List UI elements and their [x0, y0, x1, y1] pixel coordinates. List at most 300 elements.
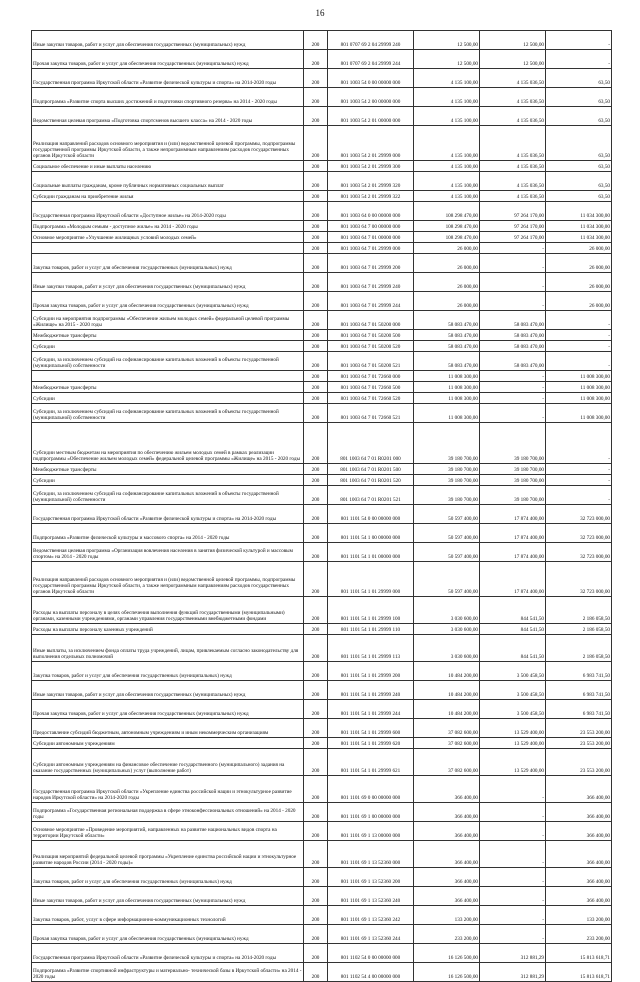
table-row — [32, 341, 612, 352]
row-name-cell — [32, 243, 304, 254]
row-code-cell: 200 — [304, 243, 328, 254]
table-row — [32, 543, 612, 562]
row-name-cell: Закупка товаров, работ, услуг в сфере информационно-коммуникационных технологий — [32, 906, 304, 925]
row-name-cell: Прочая закупка товаров, работ и услуг для обеспечения государственных (муниципальных) нужд — [32, 700, 304, 719]
row-classification-cell: 801 1101 54 1 01 29999 200 — [328, 662, 414, 681]
row-unexecuted-amount-cell: 63,50 — [546, 172, 612, 191]
row-unexecuted-amount-cell: 23 553 200,00 — [546, 719, 612, 738]
row-name-cell: Субсидии местным бюджетам на мероприятия по обеспечению жильем молодых семей в рамках реализации подпрограммы «Обеспечение жильем молодых семей» федеральной целевой программы «Жилище» на 2015 - 2020 годы — [32, 423, 304, 464]
row-classification-cell: 801 1101 54 1 01 29999 620 — [328, 738, 414, 749]
row-classification-cell: 801 1101 69 1 13 52360 240 — [328, 887, 414, 906]
row-approved-amount-cell: 4 135 100,00 — [414, 69, 480, 88]
row-unexecuted-amount-cell: - — [546, 50, 612, 69]
table-row — [32, 191, 612, 202]
row-unexecuted-amount-cell: - — [546, 486, 612, 505]
row-approved-amount-cell: 3 030 600,00 — [414, 635, 480, 662]
table-row — [32, 505, 612, 524]
row-classification-cell: 801 1003 64 7 01 R0201 500 — [328, 464, 414, 475]
row-approved-amount-cell: 16 126 500,00 — [414, 963, 480, 982]
table-row — [32, 925, 612, 944]
row-unexecuted-amount-cell: - — [546, 464, 612, 475]
row-approved-amount-cell: 108 298 470,00 — [414, 221, 480, 232]
row-classification-cell: 801 1101 54 1 01 29999 000 — [328, 562, 414, 597]
row-executed-amount-cell: 39 180 700,00 — [480, 486, 546, 505]
row-approved-amount-cell: 4 135 100,00 — [414, 172, 480, 191]
row-name-cell: Расходы на выплаты персоналу казенных учреждений — [32, 624, 304, 635]
row-code-cell: 200 — [304, 292, 328, 311]
row-executed-amount-cell: 58 083 470,00 — [480, 311, 546, 330]
row-executed-amount-cell: - — [480, 803, 546, 822]
row-approved-amount-cell: 12 500,00 — [414, 31, 480, 50]
row-approved-amount-cell: 26 000,00 — [414, 243, 480, 254]
row-executed-amount-cell: 12 500,00 — [480, 50, 546, 69]
row-unexecuted-amount-cell: 133 200,00 — [546, 906, 612, 925]
row-executed-amount-cell: 17 874 400,00 — [480, 505, 546, 524]
row-name-cell: Социальные выплаты гражданам, кроме публичных нормативных социальных выплат — [32, 172, 304, 191]
row-code-cell: 200 — [304, 486, 328, 505]
row-classification-cell: 801 1003 64 7 01 72660 000 — [328, 371, 414, 382]
row-classification-cell: 801 1101 69 1 13 52360 000 — [328, 841, 414, 868]
row-code-cell: 200 — [304, 906, 328, 925]
row-code-cell: 200 — [304, 341, 328, 352]
row-name-cell: Подпрограмма «Молодым семьям - доступное жилье» на 2014 - 2020 годы — [32, 221, 304, 232]
row-approved-amount-cell: 4 135 100,00 — [414, 191, 480, 202]
row-name-cell — [32, 371, 304, 382]
row-approved-amount-cell: 58 083 470,00 — [414, 341, 480, 352]
row-executed-amount-cell: 58 083 470,00 — [480, 330, 546, 341]
row-name-cell: Субсидии автономным учреждениям — [32, 738, 304, 749]
row-classification-cell: 801 1102 54 0 00 00000 000 — [328, 944, 414, 963]
row-approved-amount-cell: 366 400,00 — [414, 887, 480, 906]
row-name-cell: Государственная программа Иркутской области «Развитие физической культуры и спорта» на 2014-2020 годы — [32, 69, 304, 88]
row-unexecuted-amount-cell: 63,50 — [546, 69, 612, 88]
row-code-cell: 200 — [304, 172, 328, 191]
row-name-cell: Иные закупки товаров, работ и услуг для обеспечения государственных (муниципальных) нужд — [32, 31, 304, 50]
row-classification-cell: 801 1003 64 7 01 R0201 520 — [328, 475, 414, 486]
row-unexecuted-amount-cell: 11 008 300,00 — [546, 382, 612, 393]
row-executed-amount-cell: 39 180 700,00 — [480, 475, 546, 486]
row-name-cell: Основное мероприятие «Проведение мероприятий, направленных на развитие национальных видов спорта на территории Иркутской области» — [32, 822, 304, 841]
row-unexecuted-amount-cell: 2 186 058,50 — [546, 635, 612, 662]
row-classification-cell: 801 1102 54 4 00 00000 000 — [328, 963, 414, 982]
row-approved-amount-cell: 11 008 300,00 — [414, 382, 480, 393]
row-code-cell: 200 — [304, 107, 328, 126]
row-name-cell: Субсидии, за исключением субсидий на софинансирование капитальных вложений в объекты государственной (муниципальной) собственности — [32, 404, 304, 423]
row-executed-amount-cell: 3 500 458,50 — [480, 700, 546, 719]
row-executed-amount-cell: 844 541,50 — [480, 635, 546, 662]
row-classification-cell: 801 1003 54 2 01 29999 322 — [328, 191, 414, 202]
page-number: 16 — [315, 8, 325, 18]
row-code-cell: 200 — [304, 221, 328, 232]
row-approved-amount-cell: 39 180 700,00 — [414, 464, 480, 475]
row-name-cell: Ведомственная целевая программа «Организация вовлечения населения в занятия физической культурой и массовым спортом» на 2014 - 2020 годы — [32, 543, 304, 562]
row-unexecuted-amount-cell: - — [546, 330, 612, 341]
row-approved-amount-cell: 366 400,00 — [414, 841, 480, 868]
row-name-cell: Реализация направлений расходов основного мероприятия и (или) ведомственной целевой программы, подпрограммы государственной программы Иркутской области, а также непрограммным направлениям расходов государственных органов Иркутской области — [32, 562, 304, 597]
row-code-cell: 200 — [304, 543, 328, 562]
row-approved-amount-cell: 3 030 600,00 — [414, 597, 480, 624]
table-row — [32, 464, 612, 475]
row-name-cell: Ведомственная целевая программа «Подготовка спортсменов высшего класса» на 2014 - 2020 годы — [32, 107, 304, 126]
row-unexecuted-amount-cell: 63,50 — [546, 126, 612, 161]
table-row — [32, 906, 612, 925]
row-code-cell: 200 — [304, 371, 328, 382]
row-unexecuted-amount-cell: 366 400,00 — [546, 841, 612, 868]
row-classification-cell: 801 1101 69 1 13 00000 000 — [328, 822, 414, 841]
row-classification-cell: 801 1003 64 7 01 50200 500 — [328, 330, 414, 341]
row-approved-amount-cell: 366 400,00 — [414, 822, 480, 841]
table-row — [32, 662, 612, 681]
row-code-cell: 200 — [304, 887, 328, 906]
row-name-cell: Межбюджетные трансферты — [32, 330, 304, 341]
row-code-cell: 200 — [304, 841, 328, 868]
budget-execution-table — [31, 30, 612, 982]
row-approved-amount-cell: 10 484 200,00 — [414, 681, 480, 700]
row-approved-amount-cell: 50 597 400,00 — [414, 562, 480, 597]
row-code-cell: 200 — [304, 31, 328, 50]
row-classification-cell: 801 1003 64 7 01 72660 500 — [328, 382, 414, 393]
row-unexecuted-amount-cell: 2 186 058,50 — [546, 624, 612, 635]
row-classification-cell: 801 1101 54 1 01 29999 113 — [328, 635, 414, 662]
row-unexecuted-amount-cell: 6 983 741,50 — [546, 681, 612, 700]
row-unexecuted-amount-cell: 63,50 — [546, 191, 612, 202]
row-approved-amount-cell: 233 200,00 — [414, 925, 480, 944]
table-row — [32, 887, 612, 906]
row-approved-amount-cell: 11 008 300,00 — [414, 371, 480, 382]
row-name-cell: Государственная программа Иркутской области «Развитие физической культуры и спорта» на 2014-2020 годы — [32, 505, 304, 524]
row-approved-amount-cell: 26 000,00 — [414, 273, 480, 292]
row-approved-amount-cell: 366 400,00 — [414, 776, 480, 803]
row-code-cell: 200 — [304, 352, 328, 371]
row-executed-amount-cell: 97 264 170,00 — [480, 221, 546, 232]
row-executed-amount-cell: 312 881,29 — [480, 963, 546, 982]
row-approved-amount-cell: 4 135 100,00 — [414, 126, 480, 161]
row-unexecuted-amount-cell: 15 813 618,71 — [546, 963, 612, 982]
row-executed-amount-cell: - — [480, 254, 546, 273]
row-unexecuted-amount-cell: - — [546, 352, 612, 371]
row-classification-cell: 801 1101 69 1 13 52360 244 — [328, 925, 414, 944]
row-approved-amount-cell: 4 135 100,00 — [414, 161, 480, 172]
table-row — [32, 738, 612, 749]
table-row — [32, 243, 612, 254]
row-classification-cell: 801 1003 64 7 00 00000 000 — [328, 221, 414, 232]
row-name-cell: Реализация мероприятий федеральной целевой программы «Укрепление единства российской нации и этнокультурное развитие народов России (2014 - 2020 годы)» — [32, 841, 304, 868]
row-classification-cell: 801 1101 69 1 13 52360 200 — [328, 868, 414, 887]
row-executed-amount-cell: - — [480, 292, 546, 311]
row-approved-amount-cell: 108 298 470,00 — [414, 232, 480, 243]
row-code-cell: 200 — [304, 330, 328, 341]
table-row — [32, 822, 612, 841]
row-code-cell: 200 — [304, 126, 328, 161]
row-unexecuted-amount-cell: 63,50 — [546, 107, 612, 126]
row-code-cell: 200 — [304, 202, 328, 221]
row-code-cell: 200 — [304, 868, 328, 887]
row-name-cell: Государственная программа Иркутской области «Развитие физической культуры и спорта» на 2014-2020 годы — [32, 944, 304, 963]
row-classification-cell: 801 1101 54 1 01 29999 110 — [328, 624, 414, 635]
table-row — [32, 776, 612, 803]
row-code-cell: 200 — [304, 232, 328, 243]
row-unexecuted-amount-cell: 11 008 300,00 — [546, 371, 612, 382]
row-executed-amount-cell: 13 529 400,00 — [480, 749, 546, 776]
table-row — [32, 749, 612, 776]
row-unexecuted-amount-cell: 366 400,00 — [546, 887, 612, 906]
row-unexecuted-amount-cell: 366 400,00 — [546, 822, 612, 841]
row-approved-amount-cell: 10 484 200,00 — [414, 662, 480, 681]
table-row — [32, 963, 612, 982]
row-classification-cell: 801 1003 64 7 01 72660 520 — [328, 393, 414, 404]
row-name-cell: Прочая закупка товаров, работ и услуг для обеспечения государственных (муниципальных) нужд — [32, 292, 304, 311]
row-unexecuted-amount-cell: 32 723 000,00 — [546, 562, 612, 597]
row-executed-amount-cell: - — [480, 382, 546, 393]
row-code-cell: 200 — [304, 273, 328, 292]
row-unexecuted-amount-cell: 26 000,00 — [546, 254, 612, 273]
row-code-cell: 200 — [304, 254, 328, 273]
row-unexecuted-amount-cell: 11 034 300,00 — [546, 221, 612, 232]
row-code-cell: 200 — [304, 505, 328, 524]
row-approved-amount-cell: 39 180 700,00 — [414, 486, 480, 505]
row-code-cell: 200 — [304, 562, 328, 597]
table-row — [32, 681, 612, 700]
table-row — [32, 404, 612, 423]
table-row — [32, 31, 612, 50]
row-code-cell: 200 — [304, 50, 328, 69]
row-classification-cell: 801 1003 54 2 01 29999 300 — [328, 161, 414, 172]
table-row — [32, 50, 612, 69]
row-executed-amount-cell: 39 180 700,00 — [480, 423, 546, 464]
row-unexecuted-amount-cell: 11 008 300,00 — [546, 404, 612, 423]
row-approved-amount-cell: 11 008 300,00 — [414, 404, 480, 423]
row-approved-amount-cell: 58 083 470,00 — [414, 352, 480, 371]
row-approved-amount-cell: 39 180 700,00 — [414, 423, 480, 464]
row-classification-cell: 801 0707 69 2 04 29999 244 — [328, 50, 414, 69]
row-executed-amount-cell: - — [480, 371, 546, 382]
row-approved-amount-cell: 58 083 470,00 — [414, 311, 480, 330]
row-unexecuted-amount-cell: - — [546, 475, 612, 486]
table-row — [32, 330, 612, 341]
row-name-cell: Субсидии, за исключением субсидий на софинансирование капитальных вложений в объекты государственной (муниципальной) собственности — [32, 352, 304, 371]
table-row — [32, 221, 612, 232]
row-unexecuted-amount-cell: 26 000,00 — [546, 243, 612, 254]
row-executed-amount-cell: 4 135 036,50 — [480, 69, 546, 88]
table-row — [32, 524, 612, 543]
row-classification-cell: 801 1003 64 7 01 R0201 000 — [328, 423, 414, 464]
row-code-cell: 200 — [304, 404, 328, 423]
row-code-cell: 200 — [304, 700, 328, 719]
row-code-cell: 200 — [304, 475, 328, 486]
row-code-cell: 200 — [304, 191, 328, 202]
table-row — [32, 311, 612, 330]
table-row — [32, 352, 612, 371]
row-unexecuted-amount-cell: 11 008 300,00 — [546, 393, 612, 404]
table-row — [32, 88, 612, 107]
table-row — [32, 700, 612, 719]
row-code-cell: 200 — [304, 382, 328, 393]
row-name-cell: Подпрограмма «Государственная региональная поддержка в сфере этноконфессиональных отношений» на 2014 - 2020 годы — [32, 803, 304, 822]
table-row — [32, 868, 612, 887]
row-classification-cell: 801 1003 54 2 01 29999 000 — [328, 126, 414, 161]
row-classification-cell: 801 1003 54 2 01 00000 000 — [328, 107, 414, 126]
row-approved-amount-cell: 37 082 600,00 — [414, 719, 480, 738]
row-executed-amount-cell: 13 529 400,00 — [480, 738, 546, 749]
row-unexecuted-amount-cell: - — [546, 31, 612, 50]
row-unexecuted-amount-cell: 32 723 000,00 — [546, 524, 612, 543]
row-approved-amount-cell: 366 400,00 — [414, 803, 480, 822]
row-name-cell: Закупка товаров, работ и услуг для обеспечения государственных (муниципальных) нужд — [32, 868, 304, 887]
row-approved-amount-cell: 37 082 600,00 — [414, 738, 480, 749]
row-unexecuted-amount-cell: 11 034 300,00 — [546, 232, 612, 243]
row-name-cell: Субсидии — [32, 341, 304, 352]
row-unexecuted-amount-cell: - — [546, 423, 612, 464]
row-classification-cell: 801 1101 54 1 01 29999 244 — [328, 700, 414, 719]
row-name-cell: Закупка товаров, работ и услуг для обеспечения государственных (муниципальных) нужд — [32, 254, 304, 273]
row-executed-amount-cell: - — [480, 404, 546, 423]
row-classification-cell: 801 1101 54 1 01 29999 240 — [328, 681, 414, 700]
row-name-cell: Иные закупки товаров, работ и услуг для обеспечения государственных (муниципальных) нужд — [32, 681, 304, 700]
row-name-cell: Государственная программа Иркутской области «Доступное жилье» на 2014-2020 годы — [32, 202, 304, 221]
table-row — [32, 624, 612, 635]
row-approved-amount-cell: 58 083 470,00 — [414, 330, 480, 341]
row-classification-cell: 801 1101 54 1 01 29999 100 — [328, 597, 414, 624]
row-classification-cell: 801 1003 64 7 01 29999 200 — [328, 254, 414, 273]
row-name-cell: Субсидии — [32, 475, 304, 486]
row-executed-amount-cell: 17 874 400,00 — [480, 562, 546, 597]
table-row — [32, 803, 612, 822]
table-row — [32, 475, 612, 486]
table-row — [32, 107, 612, 126]
row-classification-cell: 801 1101 54 0 00 00000 000 — [328, 505, 414, 524]
row-code-cell: 200 — [304, 624, 328, 635]
row-executed-amount-cell: 12 500,00 — [480, 31, 546, 50]
row-name-cell: Закупка товаров, работ и услуг для обеспечения государственных (муниципальных) нужд — [32, 662, 304, 681]
row-classification-cell: 801 1101 69 0 00 00000 000 — [328, 776, 414, 803]
row-unexecuted-amount-cell: 23 553 200,00 — [546, 738, 612, 749]
row-unexecuted-amount-cell: 6 983 741,50 — [546, 700, 612, 719]
row-approved-amount-cell: 108 298 470,00 — [414, 202, 480, 221]
row-classification-cell: 801 1003 64 7 01 50200 521 — [328, 352, 414, 371]
row-code-cell: 200 — [304, 161, 328, 172]
table-row — [32, 562, 612, 597]
row-classification-cell: 801 1101 54 1 01 00000 000 — [328, 543, 414, 562]
row-executed-amount-cell: 4 135 036,50 — [480, 172, 546, 191]
row-executed-amount-cell: - — [480, 925, 546, 944]
table-row — [32, 841, 612, 868]
row-name-cell: Социальное обеспечение и иные выплаты населению — [32, 161, 304, 172]
row-name-cell: Иные закупки товаров, работ и услуг для обеспечения государственных (муниципальных) нужд — [32, 887, 304, 906]
row-code-cell: 200 — [304, 88, 328, 107]
row-unexecuted-amount-cell: 15 813 618,71 — [546, 944, 612, 963]
row-classification-cell: 801 1101 54 1 01 29999 600 — [328, 719, 414, 738]
row-executed-amount-cell: - — [480, 822, 546, 841]
row-code-cell: 200 — [304, 719, 328, 738]
row-name-cell: Подпрограмма «Развитие физической культуры и массового спорта» на 2014 - 2020 годы — [32, 524, 304, 543]
table-row — [32, 944, 612, 963]
row-code-cell: 200 — [304, 662, 328, 681]
row-approved-amount-cell: 4 135 100,00 — [414, 107, 480, 126]
row-unexecuted-amount-cell: 11 034 300,00 — [546, 202, 612, 221]
row-code-cell: 200 — [304, 681, 328, 700]
table-row — [32, 202, 612, 221]
row-approved-amount-cell: 133 200,00 — [414, 906, 480, 925]
table-row — [32, 486, 612, 505]
row-name-cell: Межбюджетные трансферты — [32, 464, 304, 475]
row-classification-cell: 801 1003 64 0 00 00000 000 — [328, 202, 414, 221]
row-name-cell: Прочая закупка товаров, работ и услуг для обеспечения государственных (муниципальных) нужд — [32, 50, 304, 69]
row-executed-amount-cell: 3 500 458,50 — [480, 662, 546, 681]
row-unexecuted-amount-cell: 233 200,00 — [546, 925, 612, 944]
table-row — [32, 232, 612, 243]
table-row — [32, 719, 612, 738]
table-row — [32, 126, 612, 161]
row-executed-amount-cell: - — [480, 393, 546, 404]
table-row — [32, 254, 612, 273]
row-approved-amount-cell: 37 082 600,00 — [414, 749, 480, 776]
row-executed-amount-cell: - — [480, 841, 546, 868]
row-unexecuted-amount-cell: 32 723 000,00 — [546, 505, 612, 524]
row-classification-cell: 801 1003 64 7 01 29999 244 — [328, 292, 414, 311]
row-approved-amount-cell: 26 000,00 — [414, 254, 480, 273]
row-code-cell: 200 — [304, 423, 328, 464]
row-classification-cell: 801 1003 64 7 01 72660 521 — [328, 404, 414, 423]
row-code-cell: 200 — [304, 69, 328, 88]
row-executed-amount-cell: 844 541,50 — [480, 624, 546, 635]
table-row — [32, 635, 612, 662]
row-unexecuted-amount-cell: 366 400,00 — [546, 776, 612, 803]
row-name-cell: Предоставление субсидий бюджетным, автономным учреждениям и иным некоммерческим организациям — [32, 719, 304, 738]
row-classification-cell: 801 1003 54 2 01 29999 320 — [328, 172, 414, 191]
row-code-cell: 200 — [304, 393, 328, 404]
row-classification-cell: 801 1101 54 1 01 29999 621 — [328, 749, 414, 776]
row-executed-amount-cell: 4 135 036,50 — [480, 161, 546, 172]
row-unexecuted-amount-cell: - — [546, 341, 612, 352]
row-executed-amount-cell: 844 541,50 — [480, 597, 546, 624]
row-approved-amount-cell: 4 135 100,00 — [414, 88, 480, 107]
row-executed-amount-cell: 13 529 400,00 — [480, 719, 546, 738]
row-executed-amount-cell: 4 135 036,50 — [480, 191, 546, 202]
row-executed-amount-cell: 4 135 036,50 — [480, 107, 546, 126]
row-approved-amount-cell: 39 180 700,00 — [414, 475, 480, 486]
row-executed-amount-cell: 58 083 470,00 — [480, 341, 546, 352]
table-row — [32, 172, 612, 191]
row-classification-cell: 801 0707 69 2 04 29999 240 — [328, 31, 414, 50]
row-executed-amount-cell: 4 135 036,50 — [480, 126, 546, 161]
table-body — [32, 31, 612, 982]
row-executed-amount-cell: 4 135 036,50 — [480, 88, 546, 107]
row-name-cell: Субсидии на мероприятия подпрограммы «Обеспечение жильем молодых семей» федеральной целевой программы «Жилище» на 2015 - 2020 годы — [32, 311, 304, 330]
row-executed-amount-cell: 17 874 400,00 — [480, 543, 546, 562]
row-approved-amount-cell: 3 030 600,00 — [414, 624, 480, 635]
row-executed-amount-cell: 39 180 700,00 — [480, 464, 546, 475]
row-executed-amount-cell: 3 500 458,50 — [480, 681, 546, 700]
row-unexecuted-amount-cell: 63,50 — [546, 88, 612, 107]
row-name-cell: Прочая закупка товаров, работ и услуг для обеспечения государственных (муниципальных) нужд — [32, 925, 304, 944]
row-code-cell: 200 — [304, 822, 328, 841]
row-code-cell: 200 — [304, 524, 328, 543]
row-approved-amount-cell: 50 597 400,00 — [414, 543, 480, 562]
row-approved-amount-cell: 11 008 300,00 — [414, 393, 480, 404]
row-approved-amount-cell: 26 000,00 — [414, 292, 480, 311]
row-approved-amount-cell: 10 484 200,00 — [414, 700, 480, 719]
row-code-cell: 200 — [304, 803, 328, 822]
table-row — [32, 161, 612, 172]
row-unexecuted-amount-cell: 2 186 058,50 — [546, 597, 612, 624]
row-approved-amount-cell: 50 597 400,00 — [414, 524, 480, 543]
row-unexecuted-amount-cell: 6 983 741,50 — [546, 662, 612, 681]
row-classification-cell: 801 1003 54 2 00 00000 000 — [328, 88, 414, 107]
row-executed-amount-cell: 312 881,29 — [480, 944, 546, 963]
table-row — [32, 423, 612, 464]
row-unexecuted-amount-cell: - — [546, 311, 612, 330]
row-unexecuted-amount-cell: 26 000,00 — [546, 292, 612, 311]
